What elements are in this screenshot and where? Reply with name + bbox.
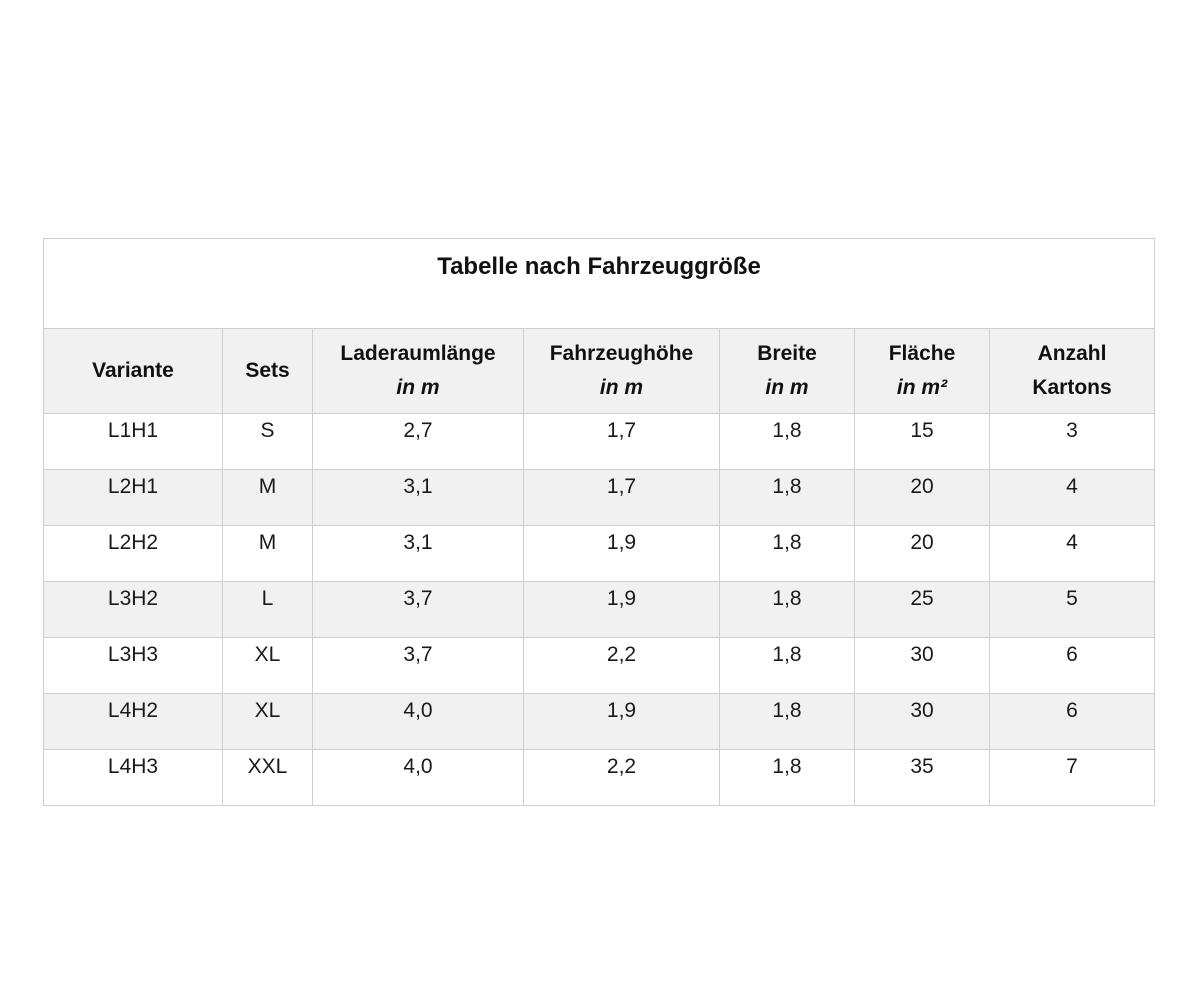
cell-fahrzeughoehe: 1,7 <box>524 470 720 526</box>
cell-anzahl-kartons: 5 <box>990 582 1155 638</box>
cell-flaeche: 35 <box>855 750 990 806</box>
cell-laderaumlaenge: 2,7 <box>313 414 524 470</box>
cell-fahrzeughoehe: 1,7 <box>524 414 720 470</box>
cell-fahrzeughoehe: 2,2 <box>524 638 720 694</box>
table-row <box>44 582 1155 638</box>
cell-breite: 1,8 <box>720 470 855 526</box>
column-unit: in m <box>396 376 440 399</box>
cell-breite: 1,8 <box>720 750 855 806</box>
vehicle-size-table <box>43 238 1155 806</box>
cell-fahrzeughoehe: 1,9 <box>524 582 720 638</box>
column-label: Laderaumlänge <box>340 342 496 365</box>
cell-laderaumlaenge: 3,7 <box>313 638 524 694</box>
cell-anzahl-kartons: 7 <box>990 750 1155 806</box>
column-unit: in m <box>599 376 644 399</box>
column-label-line2: Kartons <box>1032 376 1112 399</box>
cell-flaeche: 15 <box>855 414 990 470</box>
column-label: Variante <box>92 359 174 382</box>
table-title: Tabelle nach Fahrzeuggröße <box>44 239 1155 329</box>
cell-laderaumlaenge: 4,0 <box>313 750 524 806</box>
table-row <box>44 470 1155 526</box>
column-header-sets <box>223 329 313 414</box>
cell-laderaumlaenge: 3,1 <box>313 470 524 526</box>
cell-flaeche: 30 <box>855 694 990 750</box>
column-header-laderaumlaenge <box>313 329 524 414</box>
cell-variante: L2H2 <box>44 526 223 582</box>
column-header-flaeche <box>855 329 990 414</box>
cell-breite: 1,8 <box>720 414 855 470</box>
cell-variante: L4H3 <box>44 750 223 806</box>
cell-variante: L2H1 <box>44 470 223 526</box>
table-row <box>44 526 1155 582</box>
table-row <box>44 694 1155 750</box>
cell-variante: L1H1 <box>44 414 223 470</box>
column-header-anzahl-kartons <box>990 329 1155 414</box>
cell-anzahl-kartons: 3 <box>990 414 1155 470</box>
cell-anzahl-kartons: 6 <box>990 638 1155 694</box>
column-label: Fläche <box>888 342 956 365</box>
cell-breite: 1,8 <box>720 582 855 638</box>
cell-sets: L <box>223 582 313 638</box>
cell-breite: 1,8 <box>720 694 855 750</box>
cell-flaeche: 25 <box>855 582 990 638</box>
column-label: Anzahl <box>1037 342 1107 365</box>
table-row <box>44 750 1155 806</box>
cell-fahrzeughoehe: 1,9 <box>524 694 720 750</box>
column-label: Fahrzeughöhe <box>549 342 694 365</box>
cell-sets: XL <box>223 694 313 750</box>
cell-breite: 1,8 <box>720 526 855 582</box>
column-unit: in m² <box>896 376 948 399</box>
cell-sets: M <box>223 470 313 526</box>
cell-laderaumlaenge: 3,7 <box>313 582 524 638</box>
cell-fahrzeughoehe: 1,9 <box>524 526 720 582</box>
column-header-fahrzeughoehe <box>524 329 720 414</box>
column-unit: in m <box>765 376 809 399</box>
table-row <box>44 638 1155 694</box>
cell-anzahl-kartons: 4 <box>990 470 1155 526</box>
cell-sets: XL <box>223 638 313 694</box>
cell-anzahl-kartons: 6 <box>990 694 1155 750</box>
cell-laderaumlaenge: 4,0 <box>313 694 524 750</box>
cell-flaeche: 20 <box>855 470 990 526</box>
title-row <box>44 239 1155 329</box>
cell-laderaumlaenge: 3,1 <box>313 526 524 582</box>
cell-variante: L4H2 <box>44 694 223 750</box>
column-label: Sets <box>245 359 290 382</box>
header-row <box>44 329 1155 414</box>
cell-anzahl-kartons: 4 <box>990 526 1155 582</box>
column-header-breite <box>720 329 855 414</box>
cell-breite: 1,8 <box>720 638 855 694</box>
cell-sets: M <box>223 526 313 582</box>
cell-flaeche: 20 <box>855 526 990 582</box>
cell-variante: L3H3 <box>44 638 223 694</box>
cell-sets: XXL <box>223 750 313 806</box>
cell-fahrzeughoehe: 2,2 <box>524 750 720 806</box>
cell-sets: S <box>223 414 313 470</box>
column-label: Breite <box>757 342 817 365</box>
table-row <box>44 414 1155 470</box>
cell-flaeche: 30 <box>855 638 990 694</box>
cell-variante: L3H2 <box>44 582 223 638</box>
column-header-variante <box>44 329 223 414</box>
